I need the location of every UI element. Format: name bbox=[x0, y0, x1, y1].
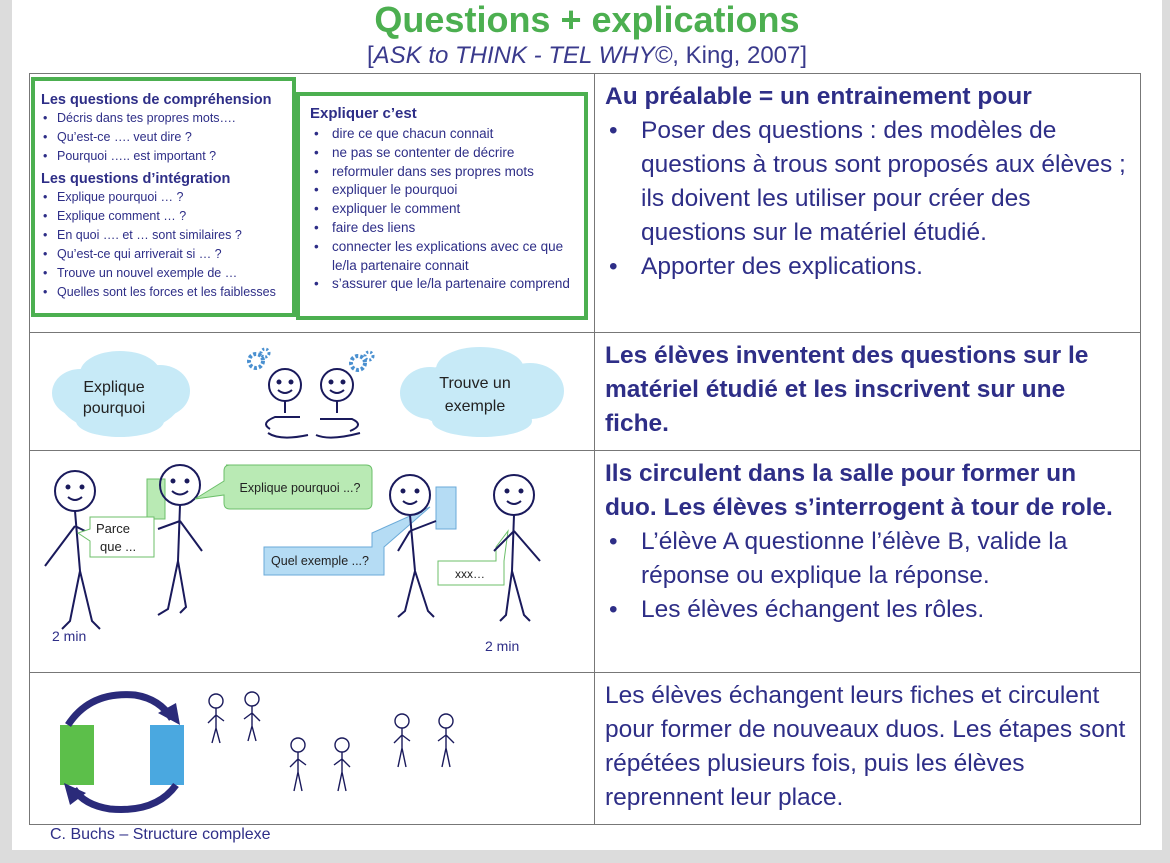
list-item: • Poser des questions : des modèles de questions à trous sont proposés aux élèves ; ils doivent les utiliser pour créer des questions sur le matériel étudié. bbox=[605, 114, 1130, 250]
row4-text-cell: Les élèves échangent leurs fiches et circulent pour former de nouveaux duos. Les étapes sont répétées plusieurs fois, puis les élèves reprennent leur place. bbox=[595, 673, 1141, 825]
bubble-quel-text: Quel exemple ...? bbox=[271, 554, 369, 568]
student-figure bbox=[244, 692, 260, 741]
subtitle-italic: ASK to THINK - TEL WHY© bbox=[373, 42, 673, 69]
rotate-arrow-icon bbox=[68, 695, 172, 725]
cloud-left-line1: Explique bbox=[83, 379, 145, 396]
list-item: • faire des liens bbox=[310, 219, 574, 238]
student-figure bbox=[208, 694, 224, 743]
time-left: 2 min bbox=[52, 628, 87, 644]
student-figure bbox=[316, 369, 360, 438]
row4-illustration-cell bbox=[30, 673, 595, 825]
question-sheet bbox=[436, 487, 456, 529]
rotation-illustration bbox=[30, 673, 594, 819]
row1-text-cell bbox=[595, 74, 1141, 333]
row3-text-cell bbox=[595, 451, 1141, 673]
explain-heading: Expliquer c’est bbox=[310, 105, 417, 122]
student-figure bbox=[390, 475, 436, 617]
list-item: • Qu’est-ce qui arriverait si … ? bbox=[41, 245, 286, 264]
question-sheet bbox=[147, 479, 165, 519]
list-item: • Pourquoi ….. est important ? bbox=[41, 147, 286, 166]
list-item: • Explique comment … ? bbox=[41, 207, 286, 226]
sheet-blue bbox=[150, 725, 184, 785]
student-figure bbox=[266, 369, 308, 438]
list-item: • En quoi …. et … sont similaires ? bbox=[41, 226, 286, 245]
footer-credit: C. Buchs – Structure complexe bbox=[50, 826, 271, 843]
table-row bbox=[30, 333, 1141, 451]
gear-icon bbox=[351, 352, 373, 370]
list-item: • Trouve un nouvel exemple de … bbox=[41, 264, 286, 283]
bubble-parce-line1: Parce bbox=[96, 521, 130, 536]
list-item: • Décris dans tes propres mots…. bbox=[41, 109, 286, 128]
row1-illustration-cell bbox=[30, 74, 595, 333]
student-figure bbox=[438, 714, 454, 767]
row3-list bbox=[605, 525, 1130, 627]
list-item: • ne pas se contenter de décrire bbox=[310, 144, 574, 163]
list-item: • expliquer le comment bbox=[310, 200, 574, 219]
list-item: • Explique pourquoi … ? bbox=[41, 188, 286, 207]
explain-box bbox=[296, 92, 588, 320]
comprehension-list bbox=[41, 109, 286, 166]
explain-list bbox=[310, 125, 574, 294]
list-item: • dire ce que chacun connait bbox=[310, 125, 574, 144]
list-item: • Quelles sont les forces et les faiblesses bbox=[41, 283, 286, 302]
page-subtitle bbox=[12, 41, 1162, 71]
row2-text-cell: Les élèves inventent des questions sur le matériel étudié et les inscrivent sur une fiche. bbox=[595, 333, 1141, 451]
list-item: • Qu’est-ce …. veut dire ? bbox=[41, 128, 286, 147]
list-item: • connecter les explications avec ce que le/la partenaire connait bbox=[310, 238, 574, 276]
row1-heading: Au préalable = un entrainement pour bbox=[605, 83, 1032, 110]
integration-heading: Les questions d’intégration bbox=[41, 171, 231, 187]
subtitle-rest: , King, 2007] bbox=[672, 42, 808, 69]
table-row bbox=[30, 451, 1141, 673]
row1-list bbox=[605, 114, 1130, 284]
page-title: Questions + explications bbox=[374, 0, 800, 40]
student-figure bbox=[394, 714, 410, 767]
list-item: • Apporter des explications. bbox=[605, 250, 1130, 284]
row3-illustration-cell bbox=[30, 451, 595, 673]
cloud-left-line2: pourquoi bbox=[82, 400, 146, 417]
student-figure bbox=[334, 738, 350, 791]
cloud-right-line1: Trouve un bbox=[439, 375, 511, 392]
student-figure bbox=[290, 738, 306, 791]
cloud-right bbox=[400, 347, 564, 437]
list-item: • reformuler dans ses propres mots bbox=[310, 163, 574, 182]
table-row bbox=[30, 74, 1141, 333]
comprehension-heading: Les questions de compréhension bbox=[41, 92, 272, 108]
subtitle-open: [ bbox=[366, 42, 374, 69]
slide bbox=[12, 0, 1162, 850]
list-item: • L’élève A questionne l’élève B, valide la réponse ou explique la réponse. bbox=[605, 525, 1130, 593]
time-right: 2 min bbox=[485, 638, 520, 654]
rotate-arrow-icon bbox=[74, 785, 176, 810]
bubble-xxx-text: xxx… bbox=[455, 567, 485, 581]
list-item: • Les élèves échangent les rôles. bbox=[605, 593, 1130, 627]
integration-list bbox=[41, 188, 286, 302]
bubble-explique-text: Explique pourquoi ...? bbox=[239, 481, 361, 495]
brainstorm-illustration bbox=[30, 333, 594, 445]
table-row bbox=[30, 673, 1141, 825]
gear-icon bbox=[249, 349, 269, 368]
sheet-green bbox=[60, 725, 94, 785]
row2-illustration-cell bbox=[30, 333, 595, 451]
duo-illustration bbox=[30, 451, 594, 667]
row3-heading: Ils circulent dans la salle pour former un duo. Les élèves s’interrogent à tour de role. bbox=[605, 460, 1113, 521]
list-item: • expliquer le pourquoi bbox=[310, 181, 574, 200]
list-item: • s’assurer que le/la partenaire comprend bbox=[310, 275, 574, 294]
steps-table bbox=[29, 73, 1141, 825]
cloud-right-line2: exemple bbox=[444, 398, 506, 415]
questions-box bbox=[31, 77, 296, 317]
bubble-parce-line2: que ... bbox=[100, 539, 137, 554]
